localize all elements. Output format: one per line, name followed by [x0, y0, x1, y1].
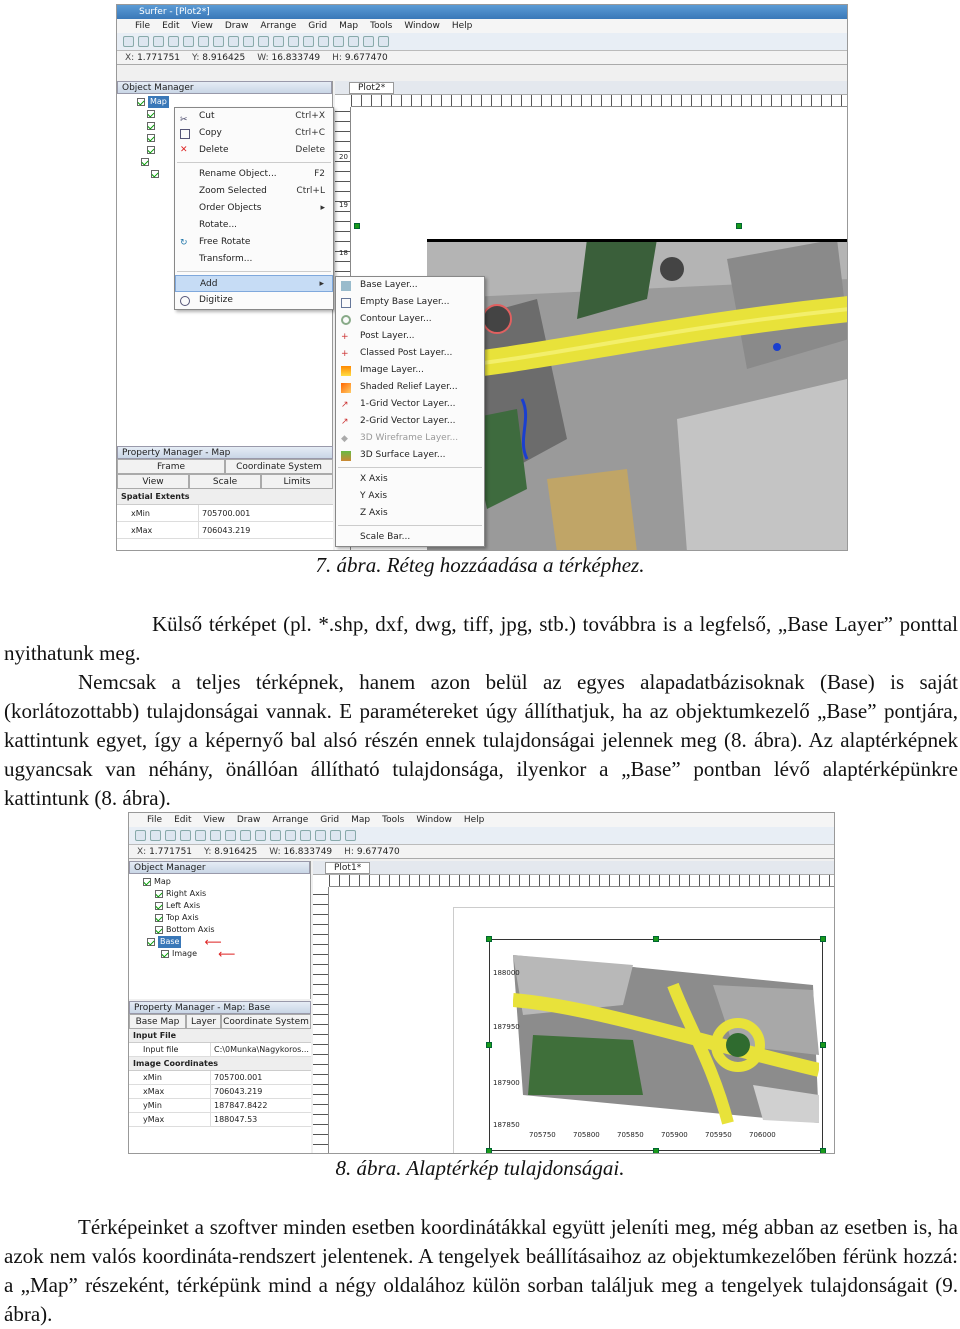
pan-icon[interactable]: [318, 36, 329, 47]
ruler-label: 18: [339, 249, 348, 257]
prop-row[interactable]: [129, 1043, 311, 1057]
property-manager-panel: [129, 1001, 311, 1154]
tab-layer[interactable]: Layer: [186, 1014, 221, 1029]
prop-value[interactable]: 706043.219: [214, 1087, 263, 1096]
open-icon[interactable]: [150, 830, 161, 841]
text-icon[interactable]: [333, 36, 344, 47]
menu-label: Contour Layer...: [360, 314, 432, 324]
menu-label: Post Layer...: [360, 331, 415, 341]
save-icon[interactable]: [165, 830, 176, 841]
menu-shortcut: F2: [314, 169, 325, 179]
tree-item-right-axis[interactable]: [143, 888, 310, 900]
menu-item-copy[interactable]: [175, 125, 333, 142]
tree-label: Image: [172, 949, 198, 958]
menu-view[interactable]: View: [191, 21, 213, 31]
tree-item-bottom-axis[interactable]: [143, 924, 310, 936]
tab-coordinate-system[interactable]: Coordinate System: [225, 459, 333, 474]
map-label: Map: [150, 97, 167, 106]
menu-shortcut: Delete: [295, 145, 325, 155]
menu-window[interactable]: Window: [416, 815, 452, 825]
post-layer-icon: +: [341, 332, 349, 342]
tree-item-left-axis[interactable]: [143, 900, 310, 912]
coordinate-bar: [117, 51, 847, 65]
layer-checkbox[interactable]: [147, 122, 155, 130]
selection-handle[interactable]: [653, 936, 659, 942]
zoom-rect-icon[interactable]: [303, 36, 314, 47]
rectangle-icon[interactable]: [345, 830, 356, 841]
prop-key: xMax: [129, 1085, 211, 1098]
vertical-ruler: [313, 887, 329, 1154]
y-tick-label: 187950: [493, 1023, 520, 1031]
paragraph-text: Térképeinket a szoftver minden esetben koordinátákkal együtt jeleníti meg, még abban az esetben is, ha azok nem valós koordináta-rendszert jelentenek. A tengelyek beállításaihoz az objektumkezelőben férünk hozzá: a „Map” részeként, térképünk mind a négy oldalához külön sorban találjuk meg a tengelyek tulajdonságait (9. ábra).: [4, 1215, 958, 1326]
submenu-base-layer[interactable]: [336, 277, 484, 294]
surfer-screenshot-2: [128, 812, 835, 1154]
menu-label: Digitize: [199, 295, 233, 305]
polyline-icon[interactable]: [348, 36, 359, 47]
menu-item-zoom-selected[interactable]: [175, 183, 333, 200]
tree-label: Left Axis: [166, 901, 201, 910]
checkbox[interactable]: [155, 914, 163, 922]
menu-label: Free Rotate: [199, 237, 251, 247]
context-menu: [174, 107, 334, 310]
selection-handle[interactable]: [820, 936, 826, 942]
prop-value[interactable]: 705700.001: [214, 1073, 263, 1082]
menu-shortcut: Ctrl+X: [295, 111, 325, 121]
category-spatial-extents[interactable]: Spatial Extents: [117, 489, 333, 505]
y-tick-label: 188000: [493, 969, 520, 977]
layer-checkbox[interactable]: [141, 158, 149, 166]
selection-handle[interactable]: [820, 1148, 826, 1154]
checkbox[interactable]: [155, 902, 163, 910]
submenu-arrow-icon: ▸: [320, 203, 325, 213]
print-icon[interactable]: [168, 36, 179, 47]
tree-label: Bottom Axis: [166, 925, 215, 934]
rotate-icon: ↻: [180, 238, 188, 248]
undo-icon[interactable]: [228, 36, 239, 47]
zoom-in-icon[interactable]: [273, 36, 284, 47]
menu-map[interactable]: Map: [339, 21, 359, 31]
menu-tools[interactable]: Tools: [382, 815, 405, 825]
prop-key: xMin: [117, 505, 199, 521]
x-label: X:: [125, 53, 135, 63]
undo-icon[interactable]: [240, 830, 251, 841]
delete-icon: ✕: [180, 145, 188, 155]
submenu-2-grid-vector-layer[interactable]: [336, 413, 484, 430]
paragraph-1: [4, 610, 958, 813]
selection-handle[interactable]: [486, 1148, 492, 1154]
y-tick-label: 187850: [493, 1121, 520, 1129]
x-tick-label: 705900: [661, 1131, 688, 1139]
tab-scale[interactable]: Scale: [189, 474, 261, 489]
y-value: 8.916425: [214, 847, 258, 857]
y-value: 8.916425: [202, 53, 246, 63]
copy-icon[interactable]: [210, 830, 221, 841]
menu-draw[interactable]: Draw: [236, 815, 261, 825]
w-value: 16.833749: [283, 847, 333, 857]
classed-post-layer-icon: +: [341, 349, 349, 359]
layer-checkbox[interactable]: [147, 110, 155, 118]
menu-label: X Axis: [360, 474, 388, 484]
tree-label: Top Axis: [166, 913, 199, 922]
property-tabs-bottom: [117, 474, 333, 489]
menu-file[interactable]: File: [147, 815, 163, 825]
shaded-relief-icon: [341, 383, 351, 393]
prop-row[interactable]: [129, 1071, 311, 1085]
selection-handle[interactable]: [354, 223, 360, 229]
h-value: 9.677470: [344, 53, 388, 63]
map-checkbox[interactable]: [143, 878, 151, 886]
checkbox[interactable]: [155, 926, 163, 934]
category-input-file[interactable]: Input File: [129, 1029, 311, 1043]
menu-item-delete[interactable]: [175, 142, 333, 159]
x-tick-label: 705850: [617, 1131, 644, 1139]
open-icon[interactable]: [138, 36, 149, 47]
tab-coordinate-system[interactable]: Coordinate System: [221, 1014, 311, 1029]
checkbox[interactable]: [147, 938, 155, 946]
select-icon[interactable]: [270, 830, 281, 841]
pan-icon[interactable]: [315, 830, 326, 841]
property-tabs-top: [117, 459, 333, 474]
menu-view[interactable]: View: [203, 815, 225, 825]
menu-bar: [117, 19, 847, 33]
object-manager-panel: [129, 861, 311, 999]
menu-item-digitize[interactable]: [175, 292, 333, 309]
menu-label: Delete: [199, 145, 229, 155]
x-value: 1.771751: [137, 53, 181, 63]
horizontal-ruler: [329, 875, 835, 887]
zoom-in-icon[interactable]: [285, 830, 296, 841]
menu-bar: [129, 813, 834, 827]
new-icon[interactable]: [123, 36, 134, 47]
menu-label: Empty Base Layer...: [360, 297, 450, 307]
prop-value[interactable]: 187847.8422: [214, 1101, 268, 1110]
h-label: H:: [332, 53, 342, 63]
paragraph-text: Nemcsak a teljes térképnek, hanem azon belül az egyes alapadatbázisoknak (Base) is saját (korlátozottabb) tulajdonságai vannak. E paramétereket úgy állíthatjuk, ha az objektumkezelő „Base” pontjára, kattintunk egyet, így a képernyő bal alsó részén ennek tulajdonságai jelennek meg (8. ábra). Az alaptérképnek ugyancsak van néhány, önállóan állítható tulajdonsága, ilyenkor a „Base” pontban lévő alaptérképünkre kattintunk (8. ábra).: [4, 670, 958, 810]
empty-base-layer-icon: [341, 298, 351, 308]
zoom-out-icon[interactable]: [300, 830, 311, 841]
contour-layer-icon: [341, 315, 351, 325]
print-icon[interactable]: [180, 830, 191, 841]
tree-item-image[interactable]: [143, 948, 310, 960]
menu-label: Rotate...: [199, 220, 238, 230]
save-icon[interactable]: [153, 36, 164, 47]
prop-key: Input file: [129, 1043, 211, 1056]
prop-value[interactable]: C:\0Munka\Nagykoros...: [214, 1045, 309, 1054]
x-tick-label: 705950: [705, 1131, 732, 1139]
tab-limits[interactable]: Limits: [261, 474, 333, 489]
surface-icon: [341, 451, 351, 461]
menu-arrange[interactable]: Arrange: [272, 815, 309, 825]
menu-grid[interactable]: Grid: [308, 21, 328, 31]
x-tick-label: 706000: [749, 1131, 776, 1139]
menu-label: Image Layer...: [360, 365, 424, 375]
property-tabs: [129, 1014, 311, 1029]
menu-edit[interactable]: Edit: [174, 815, 192, 825]
menu-label: Transform...: [199, 254, 253, 264]
cut-icon[interactable]: [183, 36, 194, 47]
submenu-x-axis[interactable]: [336, 471, 484, 488]
menu-help[interactable]: Help: [463, 815, 485, 825]
zoom-out-icon[interactable]: [288, 36, 299, 47]
h-label: H:: [344, 847, 354, 857]
menu-label: 3D Surface Layer...: [360, 450, 446, 460]
tab-base-map[interactable]: Base Map: [129, 1014, 186, 1029]
paragraph-text: Külső térképet (pl. *.shp, dxf, dwg, tiff, jpg, stb.) továbbra is a legfelső, „Base Layer” ponttal nyithatunk meg.: [4, 612, 958, 665]
property-manager-header: Property Manager - Map: Base: [129, 1001, 311, 1014]
x-value: 1.771751: [149, 847, 193, 857]
doc-tab-plot2[interactable]: Plot2*: [349, 82, 394, 94]
plot-document: [313, 861, 835, 1154]
surfer-screenshot-1: [116, 4, 848, 551]
rectangle-icon[interactable]: [363, 36, 374, 47]
menu-label: Add: [200, 279, 218, 289]
y-label: Y:: [192, 53, 200, 63]
text-icon[interactable]: [330, 830, 341, 841]
menu-label: Y Axis: [360, 491, 388, 501]
prop-value[interactable]: 705700.001: [202, 509, 251, 518]
y-label: Y:: [204, 847, 212, 857]
y-tick-label: 187900: [493, 1079, 520, 1087]
menu-label: Shaded Relief Layer...: [360, 382, 458, 392]
x-tick-label: 705750: [529, 1131, 556, 1139]
submenu-empty-base-layer[interactable]: [336, 294, 484, 311]
object-manager-header: Object Manager: [117, 81, 332, 94]
vector-icon: ↗: [341, 400, 349, 410]
menu-window[interactable]: Window: [404, 21, 440, 31]
prop-key: xMax: [117, 522, 199, 538]
menu-label: 1-Grid Vector Layer...: [360, 399, 456, 409]
menu-edit[interactable]: Edit: [162, 21, 180, 31]
add-submenu: [335, 276, 485, 547]
arrow-icon: ⟵: [218, 947, 236, 961]
selection-handle[interactable]: [820, 1042, 826, 1048]
menu-item-cut[interactable]: [175, 108, 333, 125]
menu-label: Classed Post Layer...: [360, 348, 453, 358]
menu-map[interactable]: Map: [351, 815, 371, 825]
menu-file[interactable]: File: [135, 21, 151, 31]
tab-frame[interactable]: Frame: [117, 459, 225, 474]
prop-value[interactable]: 188047.53: [214, 1115, 258, 1124]
toolbar: [129, 827, 834, 845]
x-tick-label: 705800: [573, 1131, 600, 1139]
menu-label: Scale Bar...: [360, 532, 411, 542]
menu-arrange[interactable]: Arrange: [260, 21, 297, 31]
paste-icon[interactable]: [213, 36, 224, 47]
h-value: 9.677470: [356, 847, 400, 857]
layer-checkbox[interactable]: [151, 170, 159, 178]
redo-icon[interactable]: [243, 36, 254, 47]
submenu-3d-wireframe-layer[interactable]: [336, 430, 484, 447]
arrow-icon: ⟵: [204, 935, 222, 949]
map-frame-edge: [427, 239, 848, 242]
prop-key: yMin: [129, 1099, 211, 1112]
base-map-image[interactable]: [513, 945, 819, 1125]
property-manager-header: Property Manager - Map: [117, 446, 333, 459]
selection-handle[interactable]: [486, 1042, 492, 1048]
window-title-bar: [117, 5, 847, 19]
checkbox[interactable]: [155, 890, 163, 898]
menu-draw[interactable]: Draw: [224, 21, 249, 31]
prop-key: xMin: [129, 1071, 211, 1084]
menu-help[interactable]: Help: [451, 21, 473, 31]
selection-handle[interactable]: [736, 223, 742, 229]
tab-view[interactable]: View: [117, 474, 189, 489]
prop-row[interactable]: [117, 505, 333, 522]
figure-caption-8: 8. ábra. Alaptérkép tulajdonságai.: [335, 1156, 625, 1180]
prop-row[interactable]: [129, 1099, 311, 1113]
tree-item-map[interactable]: [143, 876, 310, 888]
window-title: Surfer - [Plot2*]: [139, 7, 210, 17]
selection-handle[interactable]: [653, 1148, 659, 1154]
ruler-label: 20: [339, 153, 348, 161]
horizontal-ruler: [351, 95, 848, 107]
cut-icon[interactable]: [195, 830, 206, 841]
map-checkbox[interactable]: [137, 98, 145, 106]
ellipse-icon[interactable]: [378, 36, 389, 47]
base-map-image[interactable]: [427, 239, 848, 551]
menu-item-rename[interactable]: [175, 166, 333, 183]
menu-item-transform[interactable]: [175, 251, 333, 268]
submenu-1-grid-vector-layer[interactable]: [336, 396, 484, 413]
layer-checkbox[interactable]: [147, 146, 155, 154]
menu-label: Base Layer...: [360, 280, 418, 290]
object-manager-header: Object Manager: [129, 861, 310, 874]
prop-value[interactable]: 706043.219: [202, 526, 251, 535]
w-value: 16.833749: [271, 53, 321, 63]
menu-label: Copy: [199, 128, 222, 138]
ruler-label: 19: [339, 201, 348, 209]
menu-tools[interactable]: Tools: [370, 21, 393, 31]
menu-shortcut: Ctrl+L: [296, 186, 325, 196]
menu-label: Rename Object...: [199, 169, 277, 179]
layer-checkbox[interactable]: [147, 134, 155, 142]
submenu-post-layer[interactable]: [336, 328, 484, 345]
copy-icon[interactable]: [198, 36, 209, 47]
menu-item-add[interactable]: [175, 275, 333, 292]
doc-tab-plot1[interactable]: Plot1*: [325, 862, 370, 874]
menu-shortcut: Ctrl+C: [295, 128, 325, 138]
figure-caption-7: 7. ábra. Réteg hozzáadása a térképhez.: [315, 553, 645, 577]
checkbox[interactable]: [161, 950, 169, 958]
property-manager-panel: [117, 446, 333, 551]
menu-label: 2-Grid Vector Layer...: [360, 416, 456, 426]
menu-grid[interactable]: Grid: [320, 815, 340, 825]
menu-label: 3D Wireframe Layer...: [360, 433, 459, 443]
new-icon[interactable]: [135, 830, 146, 841]
menu-item-rotate[interactable]: [175, 217, 333, 234]
tree-label: Base: [160, 937, 180, 946]
submenu-image-layer[interactable]: [336, 362, 484, 379]
tree-item-top-axis[interactable]: [143, 912, 310, 924]
w-label: W:: [269, 847, 281, 857]
digitize-icon: [180, 296, 190, 306]
submenu-z-axis[interactable]: [336, 505, 484, 522]
submenu-arrow-icon: ▸: [319, 279, 324, 289]
selection-handle[interactable]: [486, 936, 492, 942]
prop-row[interactable]: [129, 1085, 311, 1099]
menu-label: Zoom Selected: [199, 186, 267, 196]
paragraph-2: [4, 1213, 958, 1329]
menu-label: Order Objects: [199, 203, 262, 213]
submenu-3d-surface-layer[interactable]: [336, 447, 484, 464]
prop-row[interactable]: [129, 1113, 311, 1127]
toolbar: [117, 33, 847, 51]
tree-label: Right Axis: [166, 889, 207, 898]
image-layer-icon: [341, 366, 351, 376]
x-label: X:: [137, 847, 147, 857]
prop-row[interactable]: [117, 522, 333, 539]
submenu-contour-layer[interactable]: [336, 311, 484, 328]
menu-item-order-objects[interactable]: [175, 200, 333, 217]
submenu-y-axis[interactable]: [336, 488, 484, 505]
copy-icon: [180, 129, 190, 139]
menu-label: Cut: [199, 111, 215, 121]
submenu-scale-bar[interactable]: [336, 529, 484, 546]
menu-label: Z Axis: [360, 508, 388, 518]
select-icon[interactable]: [258, 36, 269, 47]
prop-key: yMax: [129, 1113, 211, 1126]
paste-icon[interactable]: [225, 830, 236, 841]
redo-icon[interactable]: [255, 830, 266, 841]
submenu-shaded-relief-layer[interactable]: [336, 379, 484, 396]
menu-item-free-rotate[interactable]: [175, 234, 333, 251]
tree-label: Map: [154, 877, 171, 886]
w-label: W:: [257, 53, 269, 63]
vector-icon: ↗: [341, 417, 349, 427]
category-image-coordinates[interactable]: Image Coordinates: [129, 1057, 311, 1071]
submenu-classed-post-layer[interactable]: [336, 345, 484, 362]
wireframe-icon: ◆: [341, 434, 348, 444]
base-layer-icon: [341, 281, 351, 291]
coordinate-bar: [129, 845, 834, 859]
cut-icon: ✂: [180, 115, 188, 125]
